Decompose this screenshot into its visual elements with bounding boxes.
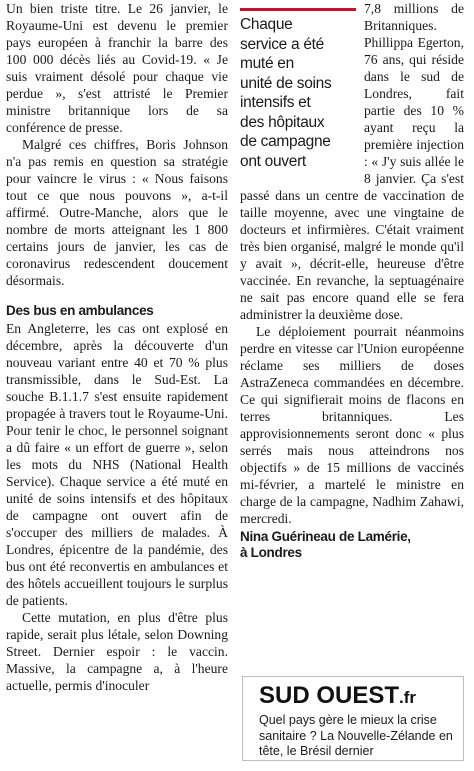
promo-teaser-link[interactable]: Quel pays gère le mieux la crise sanitaire ? La Nouvelle-Zélande en tête, le Brésil dernier <box>259 713 453 758</box>
pull-quote-line: muté en <box>240 55 294 72</box>
article-column-right <box>240 0 464 561</box>
byline <box>240 529 464 561</box>
article-subheading: Des bus en ambulances <box>6 303 154 318</box>
article-paragraph: Le déploiement pourrait néanmoins perdre en vitesse car l'Union européenne réclame ses milliers de doses AstraZeneca commandées en décembre. Ce qui signifierait moins de flacons en terres britanniques. Les approvisionnements seront donc « plus serrés mais nous atteindrons nos objectifs » de 15 millions de vaccinés mi-février, a martelé le ministre en charge de la campagne, Nadhim Zahawi, mercredi. <box>240 324 464 526</box>
article-paragraph: Un bien triste titre. Le 26 janvier, le Royaume-Uni est devenu le premier pays européen à franchir la barre des 100 000 décès liés au Covid-19. « Je suis vraiment désolé pour chaque vie perdue », s'est attristé le Premier ministre britannique lors de sa conférence de presse. <box>6 1 228 135</box>
article-column-left <box>6 0 228 694</box>
article-paragraph: Cette mutation, en plus d'être plus rapide, serait plus létale, selon Downing Street. Dernier espoir : le vaccin. Massive, la campagne a, à l'heure actuelle, permis d'inoculer <box>6 610 228 693</box>
brand-tld: .fr <box>399 688 417 707</box>
pull-quote-line: intensifs et <box>240 94 311 111</box>
pull-quote-line: Chaque <box>240 16 293 33</box>
pull-quote-line: des hôpitaux <box>240 113 325 131</box>
byline-location: à Londres <box>240 545 302 560</box>
article-paragraph: 7,8 millions de Britanniques. Phillippa Egerton, 76 ans, qui réside dans le sud de Londres, fait partie des 10 % ayant reçu la première injection : « J'y suis allée le 8 janvier. Ça s'est passé dans un centre de vaccination de taille moyenne, avec une vingtaine de docteurs et infirmières. C'était vraiment très bien organisé, malgré le monde qu'il y avait », décrit-elle, heureuse d'être vaccinée. En revanche, la septuagénaire ne sait pas encore quand elle se fera administrer la deuxième dose. <box>240 1 464 322</box>
pull-quote-line: unité de soins <box>240 74 332 92</box>
article-paragraph: En Angleterre, les cas ont explosé en décembre, après la découverte d'un nouveau variant entre 40 et 70 % plus transmissible, dans le Sud-Est. La souche B.1.1.7 s'est ensuite rapidement propagée à travers tout le Royaume-Uni. Pour tenir le choc, le personnel soignant a dû faire « un effort de guerre », selon les mots du NHS (National Health Service). Chaque service a été muté en unité de soins intensifs et des hôpitaux de campagne ont ouvert afin de s'occuper des milliers de malades. À Londres, épicentre de la pandémie, des bus ont été reconvertis en ambulances et des hôtels accueillent toujours le surplus de patients. <box>6 321 228 608</box>
pull-quote-line: de campagne <box>240 133 331 150</box>
brand-name: SUD OUEST <box>259 682 400 709</box>
article-paragraph: Malgré ces chiffres, Boris Johnson n'a pas remis en question sa stratégie pour vaincre le virus : « Nous faisons tout ce que nous pouvons », a-t-il affirmé. Outre-Manche, alors que le nombre de morts atteignant les 1 800 certains jours de janvier, les cas de coronavirus redescendent doucement désormais. <box>6 137 228 288</box>
pull-quote <box>240 8 356 171</box>
promo-box[interactable] <box>242 676 464 761</box>
sud-ouest-logo[interactable] <box>259 683 455 711</box>
byline-author: Nina Guérineau de Lamérie, <box>240 529 411 544</box>
pull-quote-line: service a été <box>240 35 324 53</box>
pull-quote-line: ont ouvert <box>240 152 306 170</box>
